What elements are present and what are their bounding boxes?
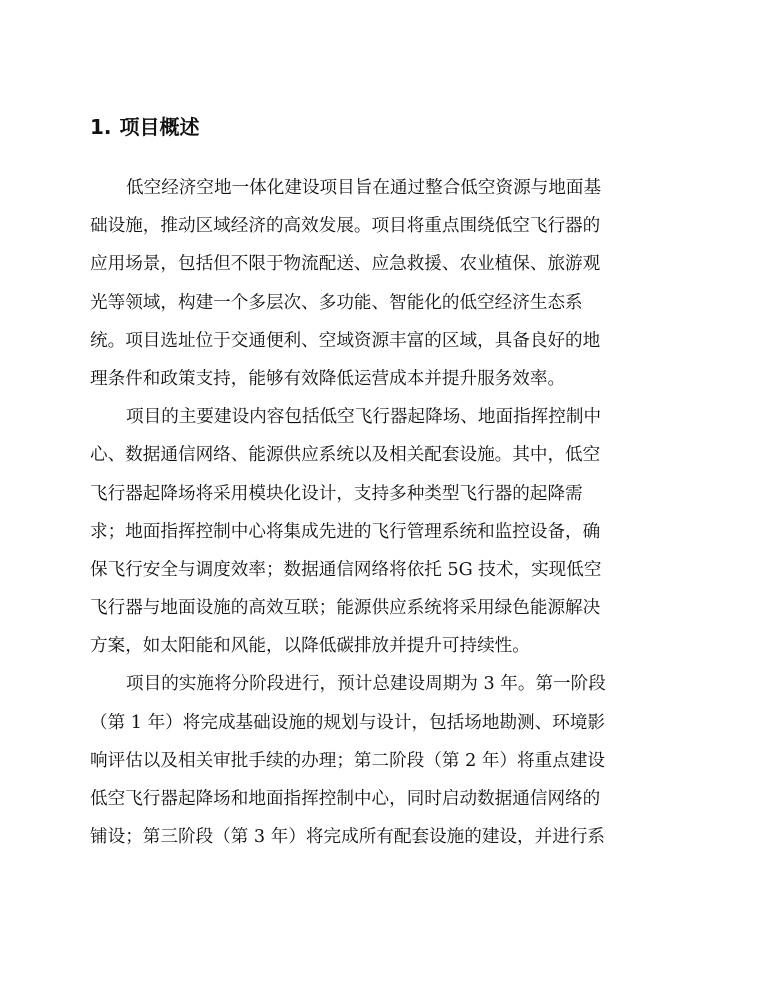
- paragraph-1-line: 应用场景，包括但不限于物流配送、应急救援、农业植保、旅游观: [90, 254, 601, 275]
- paragraph-1-line: 础设施，推动区域经济的高效发展。项目将重点围绕低空飞行器的: [90, 216, 601, 237]
- paragraph-1-line: 理条件和政策支持，能够有效降低运营成本并提升服务效率。: [90, 368, 566, 389]
- paragraph-3-line: 项目的实施将分阶段进行，预计总建设周期为 3 年。第一阶段: [126, 674, 606, 695]
- paragraph-2-line: 飞行器起降场将采用模块化设计，支持多种类型飞行器的起降需: [90, 483, 583, 504]
- paragraph-3-line: 响评估以及相关审批手续的办理；第二阶段（第 2 年）将重点建设: [90, 750, 606, 771]
- section-number: 1.: [90, 115, 112, 139]
- paragraph-2-line: 方案，如太阳能和风能，以降低碳排放并提升可持续性。: [90, 636, 530, 657]
- paragraph-2-line: 心、数据通信网络、能源供应系统以及相关配套设施。其中，低空: [90, 445, 601, 466]
- paragraph-3-line: 铺设；第三阶段（第 3 年）将完成所有配套设施的建设，并进行系: [90, 827, 606, 848]
- paragraph-2-line: 飞行器与地面设施的高效互联；能源供应系统将采用绿色能源解决: [90, 598, 601, 619]
- paragraph-1-line: 低空经济空地一体化建设项目旨在通过整合低空资源与地面基: [126, 178, 602, 198]
- paragraph-1-line: 光等领域，构建一个多层次、多功能、智能化的低空经济生态系: [90, 292, 583, 313]
- paragraph-3-line: 低空飞行器起降场和地面指挥控制中心，同时启动数据通信网络的: [90, 789, 601, 809]
- paragraph-3-line: （第 1 年）将完成基础设施的规划与设计，包括场地勘测、环境影: [90, 712, 606, 733]
- paragraph-1-line: 统。项目选址位于交通便利、空域资源丰富的区域，具备良好的地: [90, 330, 601, 351]
- paragraph-2-line: 项目的主要建设内容包括低空飞行器起降场、地面指挥控制中: [126, 407, 602, 428]
- paragraph-2-line: 保飞行安全与调度效率；数据通信网络将依托 5G 技术，实现低空: [90, 559, 602, 580]
- paragraph-2-line: 求；地面指挥控制中心将集成先进的飞行管理系统和监控设备，确: [90, 521, 601, 542]
- section-title: 项目概述: [119, 115, 200, 139]
- section-body: [90, 173, 690, 860]
- section-heading: [90, 112, 200, 142]
